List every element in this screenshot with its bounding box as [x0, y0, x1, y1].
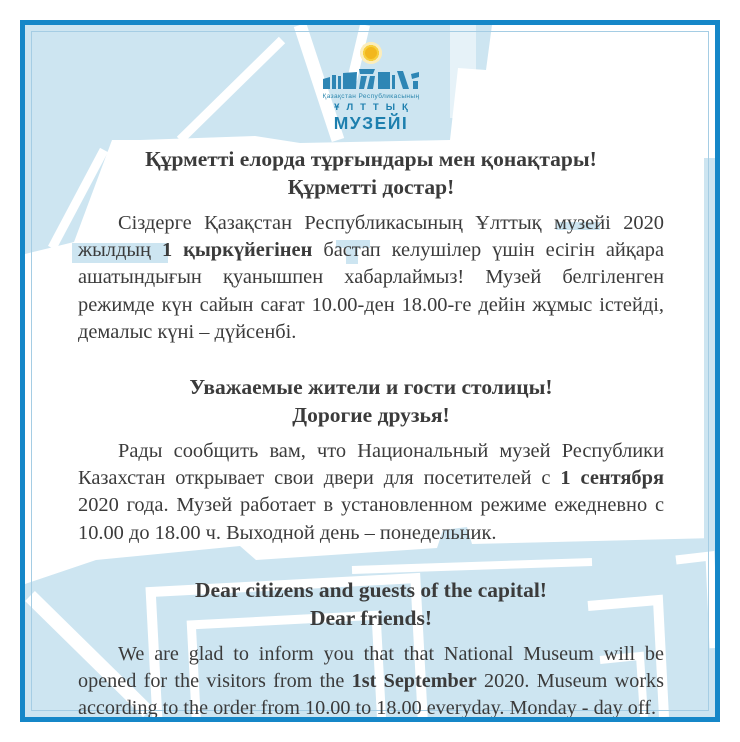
kazakh-heading-line1: Құрметті елорда тұрғындары мен қонақтары!: [145, 147, 597, 171]
english-paragraph: [78, 641, 664, 723]
kazakh-paragraph-pre: Сіздерге Қазақстан Республикасының Ұлттық музейі 2020 жылдың: [78, 212, 664, 262]
russian-heading-line1: Уважаемые жители и гости столицы!: [189, 375, 553, 400]
russian-heading-line2: Дорогие друзья!: [292, 403, 450, 428]
english-paragraph-post: 2020. Museum works according to the order from 10.00 to 18.00 everyday. Monday - day off.: [78, 670, 664, 720]
english-paragraph-bold-date: 1st September: [351, 670, 477, 693]
kazakh-paragraph-post: бастап келушілер үшін есігін айқара ашатындығын қуанышпен хабарлаймыз! Музей белгіленген режимде күн сайын сағат 10.00-ден 18.00-ге дейін жұмыс істейді, демалыс күні – дүйсенбі.: [78, 239, 664, 343]
russian-paragraph-post: 2020 года. Музей работает в установленном режиме ежедневно с 10.00 до 18.00 ч. Выходной день – понедельник.: [78, 494, 664, 544]
section-english: [78, 576, 664, 723]
logo-title-line2: МУЗЕЙІ: [333, 113, 409, 133]
english-heading-line1: Dear citizens and guests of the capital!: [195, 577, 547, 602]
english-paragraph-pre: We are glad to inform you that that National Museum will be opened for the visitors from the: [78, 642, 664, 693]
russian-paragraph: [78, 438, 664, 547]
museum-logo: [78, 41, 664, 134]
kazakh-paragraph-bold-date: 1 қыркүйегінен: [161, 239, 313, 262]
logo-org-text: Қазақстан Республикасының: [322, 93, 420, 100]
russian-paragraph-pre: Рады сообщить вам, что Национальный музей Республики Казахстан открывает свои двери для посетителей с: [78, 440, 664, 490]
sun-icon: [359, 41, 383, 65]
russian-paragraph-bold-date: 1 сентября: [560, 467, 665, 490]
english-heading-line2: Dear friends!: [309, 605, 432, 630]
kazakh-paragraph: [78, 210, 664, 346]
section-russian: [78, 373, 664, 547]
logo-title-line1: ҰЛТТЫҚ: [334, 102, 415, 113]
announcement-poster: [78, 25, 664, 722]
kazakh-heading-line2: Құрметті достар!: [287, 175, 455, 199]
museum-building-icon: [323, 67, 419, 91]
section-kazakh: [78, 145, 664, 346]
